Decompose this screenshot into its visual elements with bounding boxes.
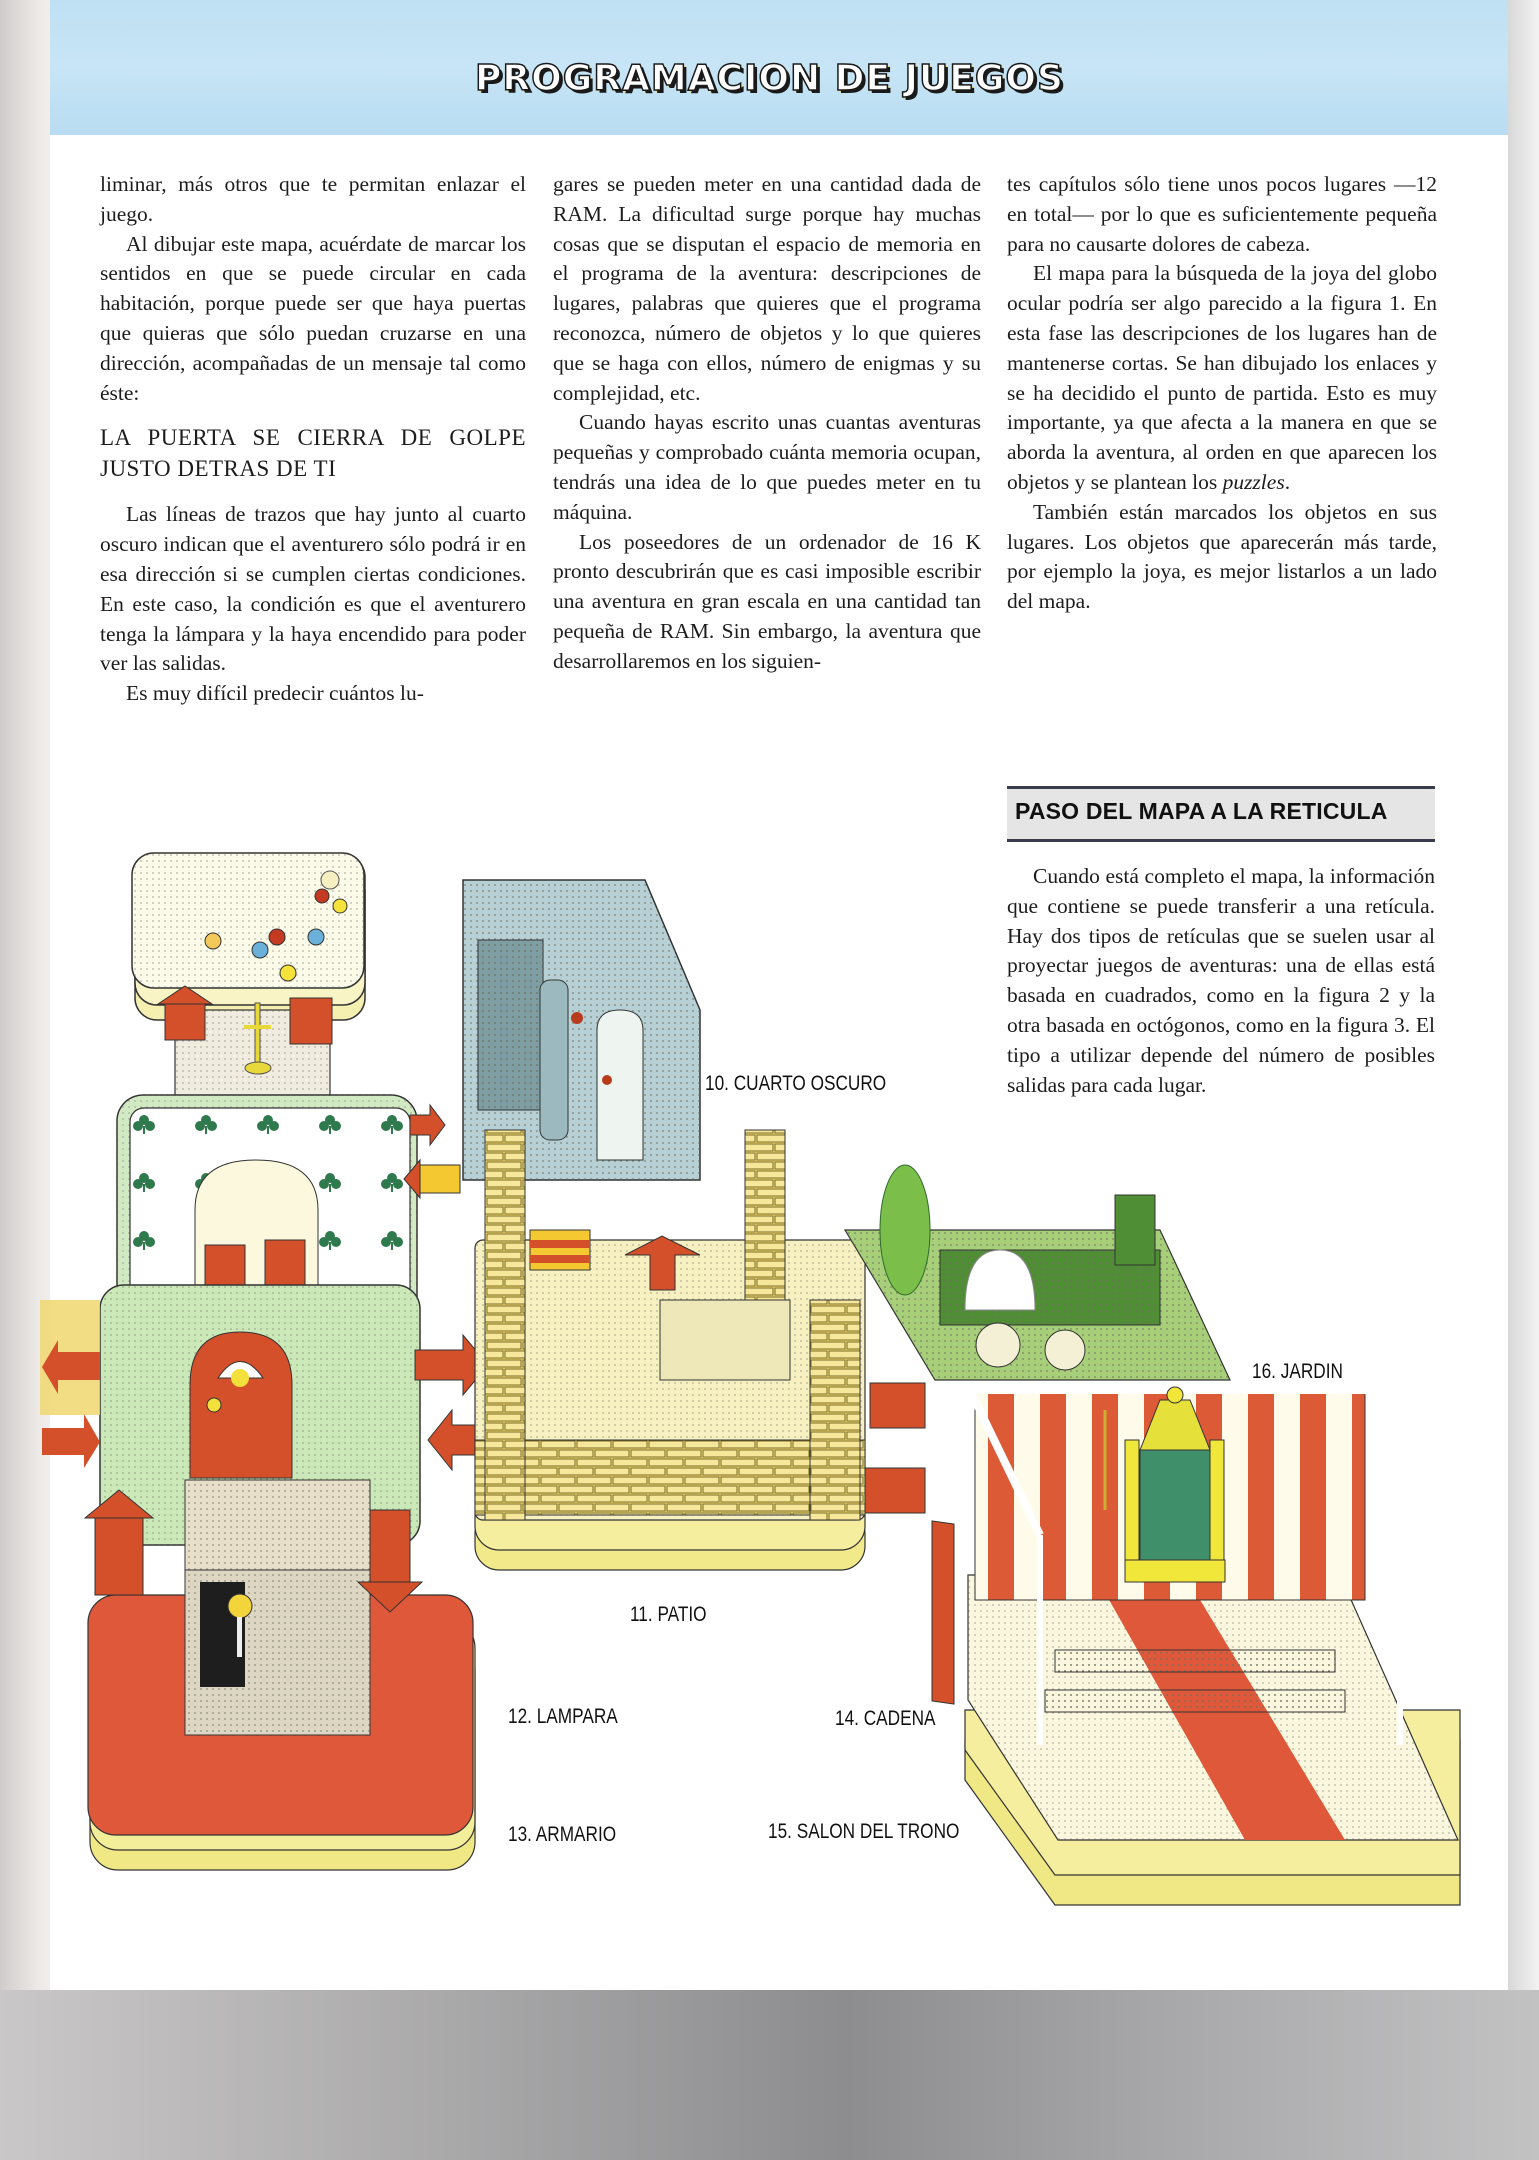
- paragraph-text: El mapa para la búsqueda de la joya del globo ocular podría ser algo parecido a la figura 1. En esta fase las descripciones de los lugares han de mantenerse cortas. Se han dibujado los enlaces y se ha decidido el punto de partida. Esto es muy importante, ya que afecta a la manera en que se aborda la aventura, al orden en que aparecen los objetos y se plantean los: [1007, 261, 1437, 494]
- label-room-13: 13. ARMARIO: [508, 1823, 617, 1846]
- paragraph: Los poseedores de un ordenador de 16 K pronto descubrirán que es casi imposible escribir una aventura en gran escala en una cantidad tan pequeña de RAM. Sin embargo, la aventura que desarrollaremos en los siguien-: [553, 529, 981, 673]
- paragraph: gares se pueden meter en una cantidad dada de RAM. La dificultad surge porque hay muchas cosas que se disputan el espacio de memoria en el programa de la aventura: descripciones de lugares, palabras que quieres que el programa reconozca, número de objetos y lo que quieres que se haga con ellos, número de enigmas y su complejidad, etc.: [553, 172, 981, 405]
- room-jewels: [132, 853, 365, 1105]
- label-room-16: 16. JARDIN: [1252, 1360, 1343, 1383]
- link-arrows-patio-throne: [865, 1383, 954, 1704]
- room-wardrobe: [85, 1480, 475, 1870]
- punctuation: .: [1284, 469, 1291, 494]
- paragraph: Cuando está completo el mapa, la información que contiene se puede transferir a una retícula. Hay dos tipos de retículas que se suelen usar al proyectar juegos de aventuras: una de ellas está basada en cuadrados, como en la figura 2 y la otra basada en octógonos, como en la figura 3. El tipo a utilizar depende del número de posibles salidas para cada lugar.: [1007, 864, 1435, 1097]
- scan-bottom-shadow: [0, 1990, 1539, 2160]
- label-room-14: 14. CADENA: [835, 1707, 936, 1730]
- paragraph: Al dibujar este mapa, acuérdate de marcar los sentidos en que se puede circular en cada habitación, porque puede ser que haya puertas que quieras que sólo puedan cruzarse en una dirección, acompañadas de un mensaje tal como éste:: [100, 231, 526, 405]
- page-title: PROGRAMACION DE JUEGOS: [475, 58, 1064, 99]
- label-room-11: 11. PATIO: [630, 1603, 707, 1626]
- paragraph: liminar, más otros que te permitan enlazar el juego.: [100, 172, 526, 226]
- paragraph: Las líneas de trazos que hay junto al cuarto oscuro indican que el aventurero sólo podrá ir en esa dirección si se cumplen ciertas condiciones. En este caso, la condición es que el aventurero tenga la lámpara y la haya encendido para poder ver las salidas.: [100, 502, 526, 676]
- section-heading: PASO DEL MAPA A LA RETICULA: [1015, 798, 1388, 824]
- room-garden: [845, 1165, 1230, 1380]
- left-arrows: [40, 1300, 100, 1468]
- label-room-15: 15. SALON DEL TRONO: [768, 1820, 960, 1843]
- paragraph: tes capítulos sólo tiene unos pocos lugares —12 en total— por lo que es suficientemente pequeña para no causarte dolores de cabeza.: [1007, 172, 1437, 256]
- room-patio: [475, 1130, 865, 1570]
- paragraph: También están marcados los objetos en sus lugares. Los objetos que aparecerán más tarde, por ejemplo la joya, es mejor listarlos a un lado del mapa.: [1007, 499, 1437, 614]
- paragraph: Cuando hayas escrito unas cuantas aventuras pequeñas y comprobado cuánta memoria ocupan, tendrás una idea de lo que puedes meter en tu máquina.: [553, 410, 981, 524]
- paragraph: Es muy difícil predecir cuántos lu-: [126, 681, 424, 706]
- room-throne-hall: [965, 1387, 1460, 1905]
- label-room-10: 10. CUARTO OSCURO: [705, 1072, 887, 1095]
- example-message: LA PUERTA SE CIERRA DE GOLPE JUSTO DETRAS DE TI: [100, 425, 526, 482]
- italic-term: puzzles: [1222, 469, 1285, 494]
- label-room-12: 12. LAMPARA: [508, 1705, 618, 1728]
